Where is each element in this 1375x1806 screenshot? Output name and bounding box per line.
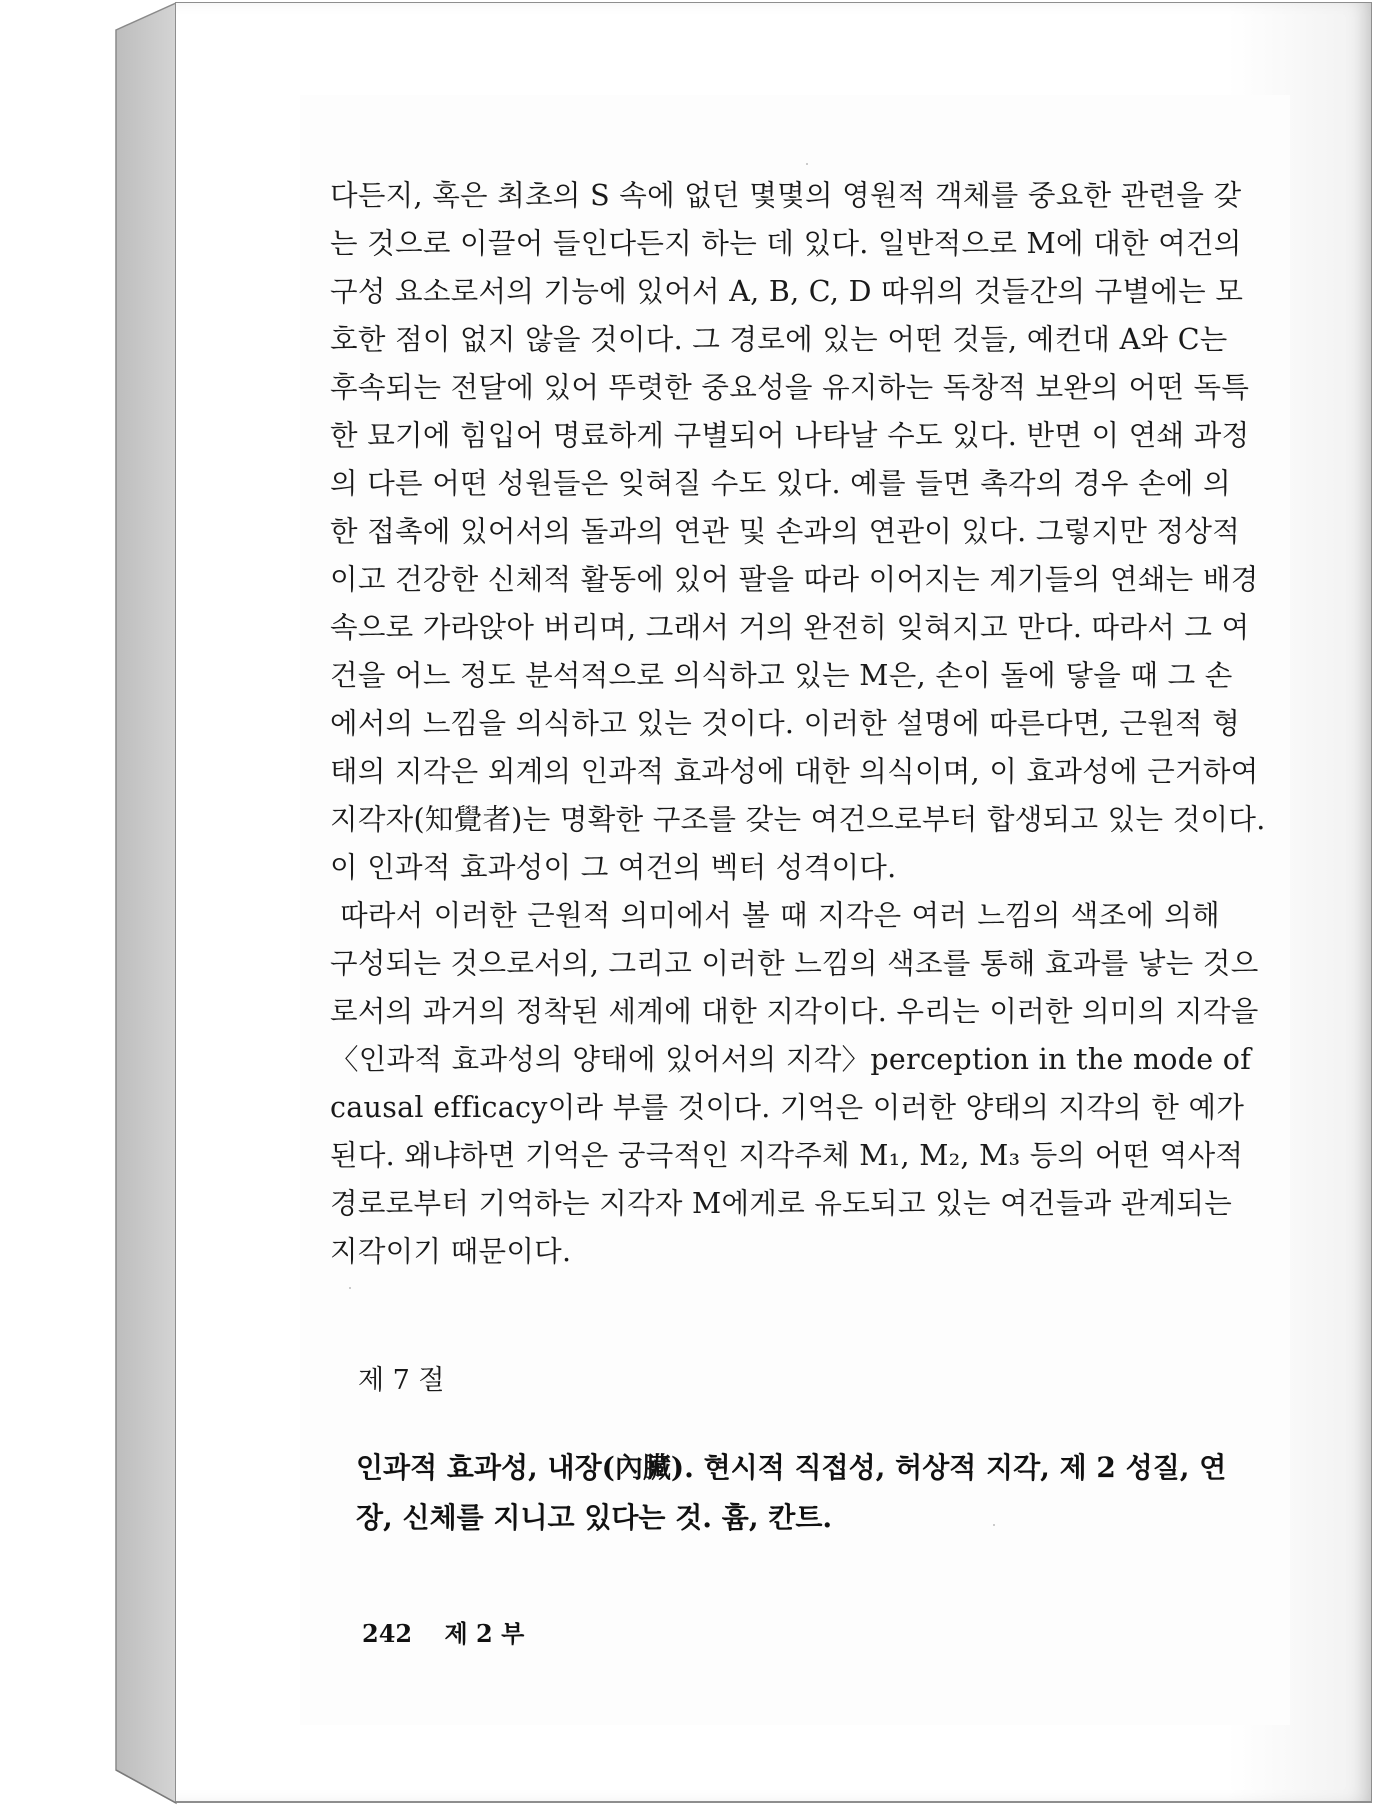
text-line: causal efficacy이라 부를 것이다. 기억은 이러한 양태의 지각의 한 예가: [330, 1091, 1245, 1124]
part-label: 제 2 부: [444, 1619, 525, 1648]
text-line: 지각이기 때문이다.: [330, 1235, 572, 1268]
text-line: 경로로부터 기억하는 지각자 M에게로 유도되고 있는 여건들과 관계되는: [330, 1187, 1233, 1220]
text-line: 호한 점이 없지 않을 것이다. 그 경로에 있는 어떤 것들, 예컨대 A와 C는: [330, 323, 1228, 356]
section-summary: [356, 1443, 1227, 1543]
section-heading: 제 7 절: [358, 1365, 445, 1396]
text-line: 된다. 왜냐하면 기억은 궁극적인 지각주체 M₁, M₂, M₃ 등의 어떤 역사적: [330, 1139, 1244, 1172]
text-line: 태의 지각은 외계의 인과적 효과성에 대한 의식이며, 이 효과성에 근거하여: [330, 755, 1259, 788]
text-line: 는 것으로 이끌어 들인다든지 하는 데 있다. 일반적으로 M에 대한 여건의: [330, 227, 1242, 260]
text-line: 〈인과적 효과성의 양태에 있어서의 지각〉perception in the mode of: [330, 1043, 1252, 1076]
scan-speck: [806, 163, 808, 165]
text-line: 로서의 과거의 정착된 세계에 대한 지각이다. 우리는 이러한 의미의 지각을: [330, 995, 1259, 1028]
summary-line: 인과적 효과성, 내장(內臟). 현시적 직접성, 허상적 지각, 제 2 성질, 연: [356, 1451, 1227, 1484]
paragraph-2: [330, 892, 1259, 1276]
scan-speck: [993, 1524, 995, 1526]
text-line: 에서의 느낌을 의식하고 있는 것이다. 이러한 설명에 따른다면, 근원적 형: [330, 707, 1241, 740]
text-line: 따라서 이러한 근원적 의미에서 볼 때 지각은 여러 느낌의 색조에 의해: [330, 899, 1220, 932]
text-line: 속으로 가라앉아 버리며, 그래서 거의 완전히 잊혀지고 만다. 따라서 그 여: [330, 611, 1250, 644]
page-footer: [362, 1614, 524, 1649]
text-line: 건을 어느 정도 분석적으로 의식하고 있는 M은, 손이 돌에 닿을 때 그 손: [330, 659, 1233, 692]
text-line: 지각자(知覺者)는 명확한 구조를 갖는 여건으로부터 합생되고 있는 것이다.: [330, 803, 1266, 836]
text-line: 다든지, 혹은 최초의 S 속에 없던 몇몇의 영원적 객체를 중요한 관련을 갖: [330, 179, 1242, 212]
text-line: 구성 요소로서의 기능에 있어서 A, B, C, D 따위의 것들간의 구별에는 모: [330, 275, 1244, 308]
text-line: 의 다른 어떤 성원들은 잊혀질 수도 있다. 예를 들면 촉각의 경우 손에 의: [330, 467, 1231, 500]
summary-line: 장, 신체를 지니고 있다는 것. 흄, 칸트.: [356, 1501, 833, 1534]
text-line: 이 인과적 효과성이 그 여건의 벡터 성격이다.: [330, 851, 897, 884]
text-line: 이고 건강한 신체적 활동에 있어 팔을 따라 이어지는 계기들의 연쇄는 배경: [330, 563, 1259, 596]
text-line: 후속되는 전달에 있어 뚜렷한 중요성을 유지하는 독창적 보완의 어떤 독특: [330, 371, 1250, 404]
text-line: 한 접촉에 있어서의 돌과의 연관 및 손과의 연관이 있다. 그렇지만 정상적: [330, 515, 1241, 548]
scan-speck: [349, 1287, 351, 1289]
text-line: 구성되는 것으로서의, 그리고 이러한 느낌의 색조를 통해 효과를 낳는 것으: [330, 947, 1259, 980]
text-line: 한 묘기에 힘입어 명료하게 구별되어 나타날 수도 있다. 반면 이 연쇄 과정: [330, 419, 1250, 452]
body-text: [330, 172, 1266, 1276]
paragraph-1: [330, 172, 1266, 892]
page-number: 242: [362, 1619, 413, 1648]
